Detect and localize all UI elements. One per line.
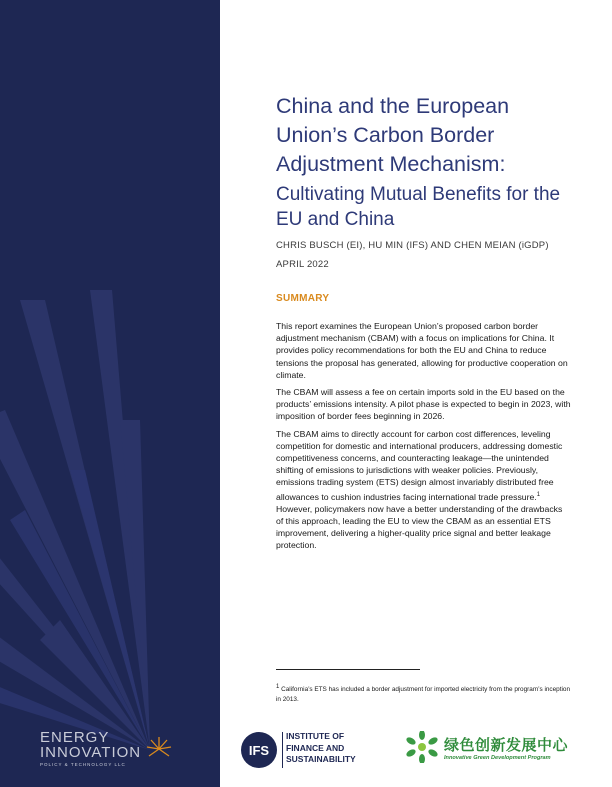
footnote-text: California’s ETS has included a border adjustment for imported electricity from the program’s inception in 2013.	[276, 686, 571, 704]
energy-innovation-logo	[40, 730, 141, 769]
report-subtitle: Cultivating Mutual Benefits for the EU and China	[276, 184, 561, 230]
paragraph-3-text: The CBAM aims to directly account for carbon cost differences, leveling competition for domestic and international producers, addressing domestic competitiveness concerns, and counteracting leakage—the unintended shifting of emissions to jurisdictions with weaker policies. Previously, emissions trading system (ETS) design almost invariably distributed free allowances to cushion industries facing international trade pressure.	[276, 428, 563, 502]
footnote-divider	[276, 669, 420, 670]
ifs-name-line2: FINANCE AND	[286, 742, 345, 753]
igdp-english-name: Innovative Green Development Program	[444, 755, 551, 761]
ifs-mark-text: IFS	[248, 743, 270, 758]
summary-body	[276, 320, 572, 557]
summary-paragraph-1: This report examines the European Union’s proposed carbon border adjustment mechanism (CBAM) with a focus on implications for China. It provides policy recommendations for both the EU and China to reduce tensions the proposal has generated, allowing for productive cooperation on climate.	[276, 321, 568, 380]
igdp-leaf-ring-icon	[406, 731, 438, 763]
sunburst-icon	[145, 735, 173, 763]
footnote-reference: 1	[536, 491, 541, 498]
igdp-chinese-name: 绿色创新发展中心	[444, 737, 569, 754]
ifs-name-line3: SUSTAINABILITY	[286, 754, 356, 764]
ifs-name	[286, 731, 356, 766]
paragraph-3-continued: However, policymakers now have a better understanding of the drawbacks of this approach, leading the EU to view the CBAM as an essential ETS improvement, delivering a higher-quality price signal and better leakage protection.	[276, 503, 563, 551]
summary-paragraph-2: The CBAM will assess a fee on certain imports sold in the EU based on the products’ emissions intensity. A pilot phase is expected to begin in 2023, with imposition of border fees beginning in 2026.	[276, 387, 571, 422]
footnote	[276, 682, 572, 705]
ei-logo-line3: POLICY & TECHNOLOGY LLC	[40, 762, 126, 767]
ifs-divider	[282, 732, 283, 768]
report-title: China and the European Union’s Carbon Border Adjustment Mechanism:	[276, 94, 510, 176]
report-date: APRIL 2022	[276, 259, 329, 270]
ei-logo-line2: INNOVATION	[40, 744, 142, 761]
summary-paragraph-3	[276, 428, 572, 552]
footnote-number: 1	[276, 684, 280, 690]
ifs-mark-icon	[240, 731, 278, 769]
ei-logo-line1: ENERGY	[40, 729, 110, 746]
summary-heading: SUMMARY	[276, 293, 330, 304]
ifs-name-line1: INSTITUTE OF	[286, 731, 345, 741]
report-authors: CHRIS BUSCH (EI), HU MIN (IFS) AND CHEN MEIAN (iGDP)	[276, 240, 549, 251]
sidebar-panel	[0, 0, 220, 787]
sunburst-graphic	[0, 0, 220, 787]
